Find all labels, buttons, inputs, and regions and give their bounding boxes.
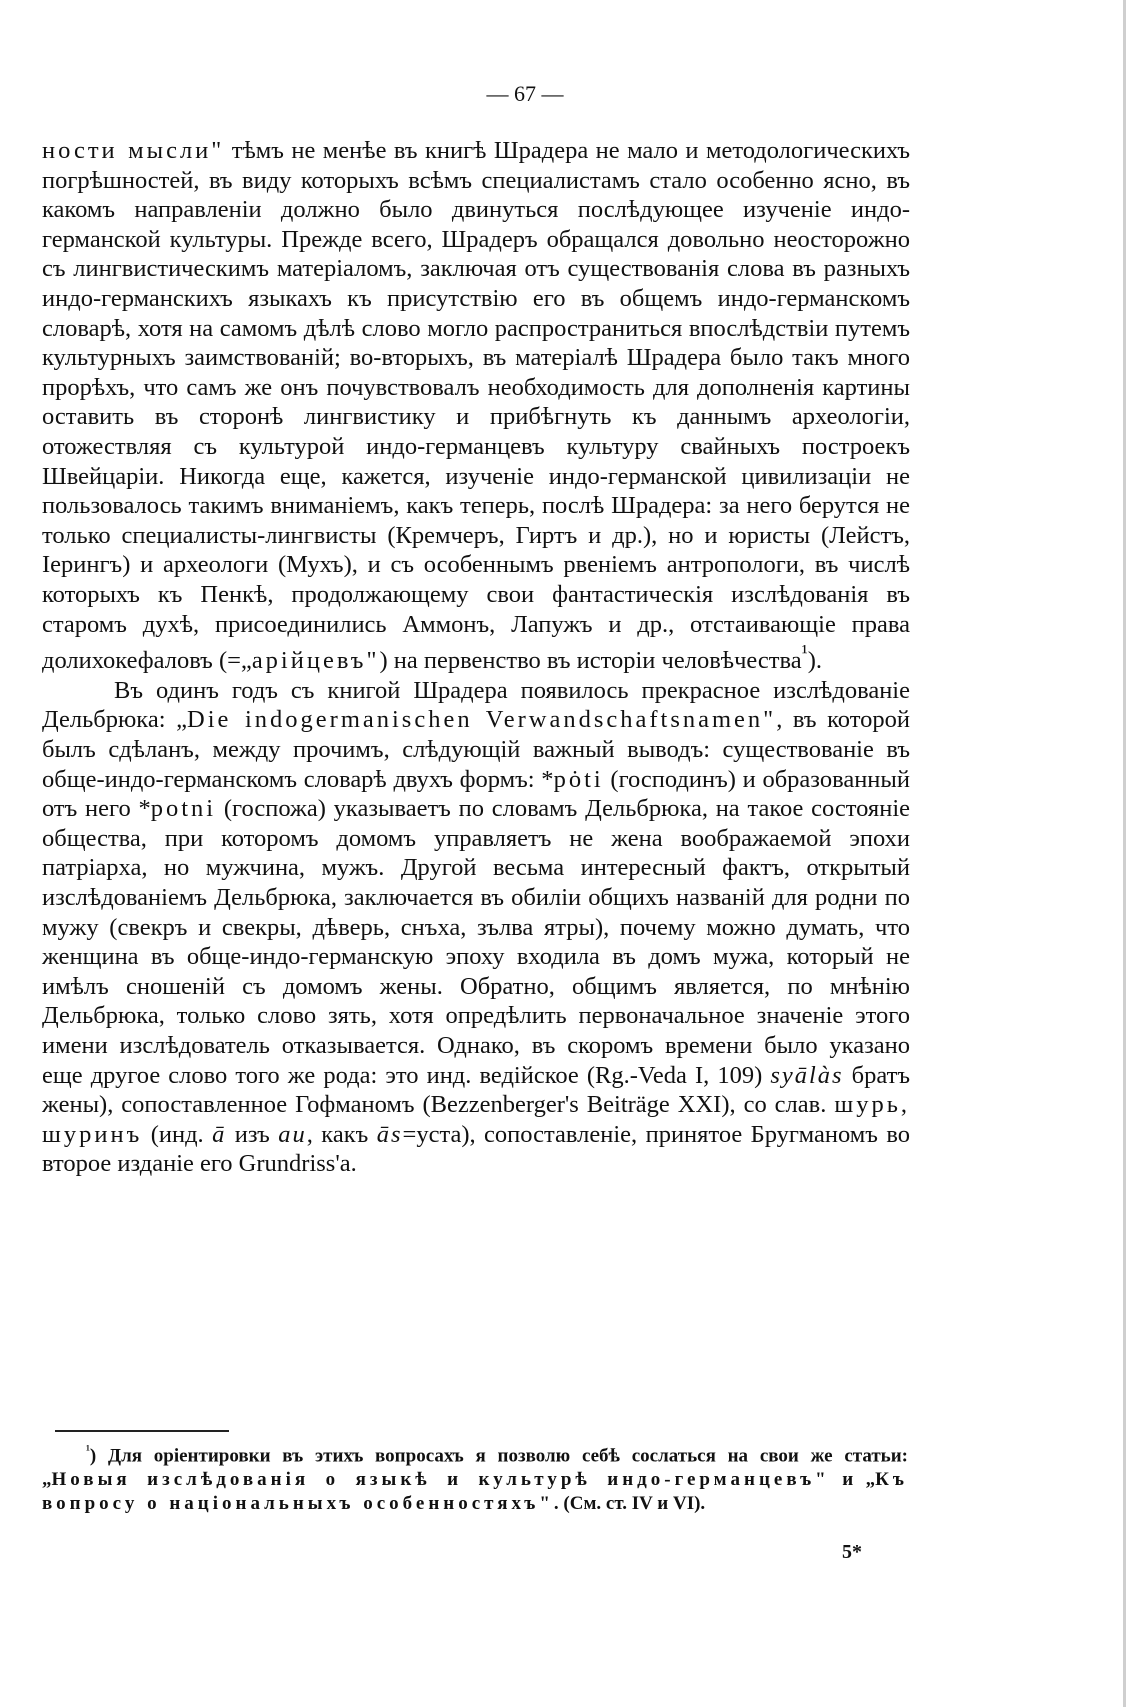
paragraph-2-text-8: , какъ [306,1120,377,1148]
term-as: ās [376,1120,403,1148]
paragraph-2-text-1: Въ одинъ годъ съ книгой Шрадера появилось прекрасное изслѣдованіе Дельбрюка: „ [42,676,910,734]
paragraph-2-text-4: (госпожа) указываетъ по словамъ Дельбрюка, на такое состояніе общества, при которомъ домомъ управляетъ не жена воображаемой эпохи патріарха, но мужчина, мужъ. Другой весьма интересный фактъ, открытый изслѣдованіемъ Дельбрюка, заключается въ обиліи общихъ названій для родни по мужу (свекръ и свекры, дѣверь, снъха, зълва ятры), почему можно думать, что женщина въ обще-индо-германскую эпоху входила въ домъ мужа, который не имѣлъ сношеній съ домомъ жены. Обратно, общимъ является, по мнѣнію Дельбрюка, только слово зять, хотя опредѣлить первоначальное значеніе этого имени изслѣдователь отказывается. Однако, въ скоромъ времени было указано еще другое слово того же рода: это инд. ведійское (Rg.-Veda I, 109) [42,795,910,1089]
page-number: — 67 — [486,81,564,106]
footnote-mark: ¹ [86,1442,90,1457]
paragraph-2-text-9: =уста), сопоставленіе, принятое Бругманомъ во второе изданіе его Grundriss'a. [42,1120,911,1178]
signature-mark: 5* [842,1541,862,1563]
main-text [42,136,910,1179]
term-shur: шурь, шуринъ [42,1091,910,1148]
footnote-divider [55,1430,229,1432]
paragraph-2-text-3: (господинъ) и образованный отъ него * [42,765,910,823]
footnote-text-2: и „ [829,1469,876,1491]
paragraph-1-text: тѣмъ не менѣе въ книгѣ Шрадера не мало и методологическихъ погрѣшностей, въ виду которыхъ всѣмъ специалистамъ стало особенно ясно, въ какомъ направленіи должно было двинуться послѣдующее изученіе индо-германской культуры. Прежде всего, Шрадеръ обращался довольно неосторожно съ лингвистическимъ матеріаломъ, заключая отъ существованія слова въ разныхъ индо-германскихъ языкахъ къ присутствію его въ общемъ индо-германскомъ словарѣ, хотя на самомъ дѣлѣ слово могло распространиться впослѣдствіи путемъ культурныхъ заимствованій; во-вторыхъ, въ матеріалѣ Шрадера было такъ много прорѣхъ, что самъ же онъ почувствовалъ необходимость для дополненія картины оставить въ сторонѣ лингвистику и прибѣгнуть къ даннымъ археологіи, отожествляя съ культурой индо-германцевъ культуру свайныхъ построекъ Швейцаріи. Никогда еще, кажется, изученіе индо-германской цивилизаціи не пользовалось такимъ вниманіемъ, какъ теперь, послѣ Шрадера: за него берутся не только специалисты-лингвисты (Кремчеръ, Гиртъ и др.), но и юристы (Лейстъ, Іерингъ) и археологи (Мухъ), и съ особеннымъ рвеніемъ антропологи, въ числѣ которыхъ къ Пенкѣ, продолжающему свои фантастическія изслѣдованія въ старомъ духѣ, присоединились Аммонъ, Лапужъ и др., отстаивающіе права долихокефаловъ (=„ [42,137,910,675]
term-poti: pȯti [553,765,604,793]
paragraph-2-text-6: (инд. [142,1120,213,1148]
paragraph-1 [42,136,910,676]
book-title-delbruck: Die indogermanischen Verwandschaftsnamen" [187,706,777,734]
scan-edge-line [1123,0,1126,1707]
footnote-text [42,1438,908,1516]
footnote-article-1: Новыя изслѣдованія о языкѣ и культурѣ индо-германцевъ" [51,1469,830,1491]
paragraph-2-text-2: , въ которой былъ сдѣланъ, между прочимъ, слѣдующій важный выводъ: существованіе въ обще-индо-германскомъ словарѣ двухъ формъ: * [42,706,910,793]
paragraph-2 [42,676,910,1179]
footnote-text-1: ) Для оріентировки въ этихъ вопросахъ я позволю себѣ сослаться на свои же статьи: „ [42,1445,908,1491]
term-au: au [278,1120,307,1148]
paragraph-1-spaced-term: арійцевъ" [251,647,380,675]
paragraph-1-spaced-start: ности мысли" [42,137,225,164]
term-a: ā [212,1120,227,1148]
footnote-article-2: Къ вопросу о національныхъ особенностяхъ" [42,1469,908,1515]
paragraph-2-text-7: изъ [226,1120,279,1148]
term-syalas: syālàs [770,1061,844,1089]
footnote [42,1438,908,1516]
paragraph-1-close: ). [807,647,823,675]
footnote-reference: ¹ [801,642,808,665]
paragraph-1-text-end: ) на первенство въ исторіи человѣчества [379,647,802,675]
term-potni: potni [150,795,217,823]
footnote-text-3: . (См. ст. IV и VI). [553,1493,706,1515]
paragraph-2-text-5: братъ жены), сопоставленное Гофманомъ (Bezzenberger's Beiträge XXI), со слав. [42,1061,910,1119]
